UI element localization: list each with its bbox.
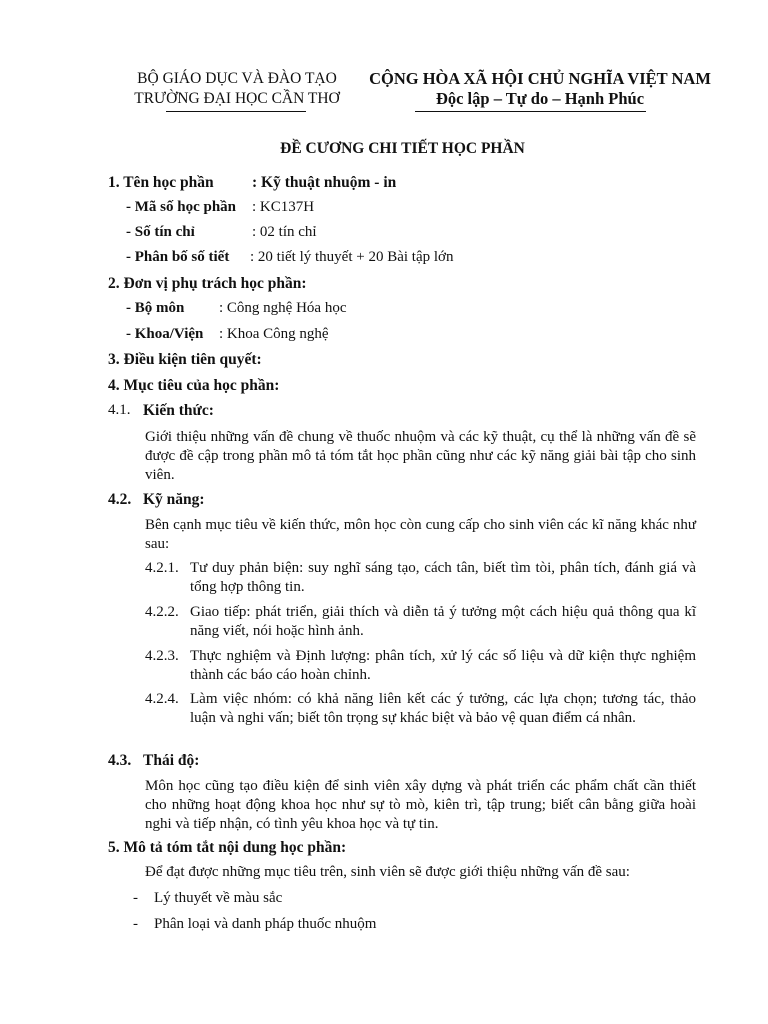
summary-intro: Để đạt được những mục tiêu trên, sinh viên sẽ được giới thiệu những vấn đề sau: [145,864,630,880]
skill-item [145,647,696,687]
bullet-text: Phân loại và danh pháp thuốc nhuộm [154,916,377,932]
section-3-heading: 3. Điều kiện tiên quyết: [108,351,262,368]
faculty-label: - Khoa/Viện [126,326,204,342]
attitude-number: 4.3. [108,752,132,769]
skills-heading: Kỹ năng: [143,491,205,508]
department-label: - Bộ môn [126,300,185,316]
credit-label: - Số tín chỉ [126,224,195,240]
skill-item [145,690,696,750]
bullet-dash: - [133,916,138,932]
attitude-paragraph: Môn học cũng tạo điều kiện để sinh viên xây dựng và phát triển các phẩm chất cần thiết cho những hoạt động khoa học như sự tò mò, kiên trì, tập trung; biết cân bằng giữa hoài nghi và tiếp nhận, có tình yêu khoa học và tự tin. [145,778,696,832]
bullet-text: Lý thuyết về màu sắc [154,890,283,906]
attitude-heading: Thái độ: [143,752,200,769]
knowledge-heading: Kiến thức: [143,402,214,419]
knowledge-paragraph: Giới thiệu những vấn đề chung về thuốc nhuộm và các kỹ thuật, cụ thể là những vấn đề sẽ được đề cập trong phần mô tả tóm tắt học phần cũng như các kỹ năng giải bài tập cho sinh viên. [145,429,696,483]
skill-item-text: Thực nghiệm và Định lượng: phân tích, xử lý các số liệu và dữ kiện thực nghiệm thành các báo cáo hoàn chỉnh. [190,648,696,683]
skill-item-text: Tư duy phản biện: suy nghĩ sáng tạo, cách tân, biết tìm tòi, phân tích, đánh giá và tổng hợp thông tin. [190,560,696,595]
faculty-value: : Khoa Công nghệ [219,326,329,342]
section-4-heading: 4. Mục tiêu của học phần: [108,377,280,394]
skill-item [145,603,696,643]
skills-intro-paragraph: Bên cạnh mục tiêu về kiến thức, môn học còn cung cấp cho sinh viên các kĩ năng khác như sau: [145,517,696,552]
section-2-heading: 2. Đơn vị phụ trách học phần: [108,275,307,292]
department-value: : Công nghệ Hóa học [219,300,347,316]
skill-item-text: Giao tiếp: phát triển, giải thích và diễn tả ý tưởng một cách hiệu quả thông qua kĩ năng viết, nói hoặc hình ảnh. [190,604,696,639]
course-name-value: : Kỹ thuật nhuộm - in [252,174,397,191]
course-code-label: - Mã số học phần [126,199,237,215]
periods-label: - Phân bố số tiết [126,249,230,265]
section-1-heading: 1. Tên học phần [108,174,214,191]
course-code-value: : KC137H [252,199,315,215]
document-title: ĐỀ CƯƠNG CHI TIẾT HỌC PHẦN [280,140,525,157]
credit-value: : 02 tín chỉ [252,224,317,240]
skill-item-number: 4.2.4. [145,691,179,707]
skills-number: 4.2. [108,491,132,508]
skill-item-number: 4.2.1. [145,560,179,576]
country-name: CỘNG HÒA XÃ HỘI CHỦ NGHĨA VIỆT NAM [369,69,711,88]
skill-item-number: 4.2.3. [145,648,179,664]
ministry-name: BỘ GIÁO DỤC VÀ ĐÀO TẠO [137,70,337,87]
bullet-dash: - [133,890,138,906]
university-name: TRƯỜNG ĐẠI HỌC CẦN THƠ [134,90,340,107]
periods-value: : 20 tiết lý thuyết + 20 Bài tập lớn [250,249,454,265]
knowledge-number: 4.1. [108,402,131,418]
header-right-rule [415,111,646,112]
section-5-heading: 5. Mô tả tóm tắt nội dung học phần: [108,839,347,856]
skill-item [145,559,696,599]
header-left-rule [166,111,306,112]
skill-item-number: 4.2.2. [145,604,179,620]
skill-item-text: Làm việc nhóm: có khả năng liên kết các ý tưởng, các lựa chọn; tương tác, thảo luận và nghi vấn; biết tôn trọng sự khác biệt và bảo vệ quan điểm cá nhân. [190,691,696,726]
national-motto: Độc lập – Tự do – Hạnh Phúc [435,89,645,108]
